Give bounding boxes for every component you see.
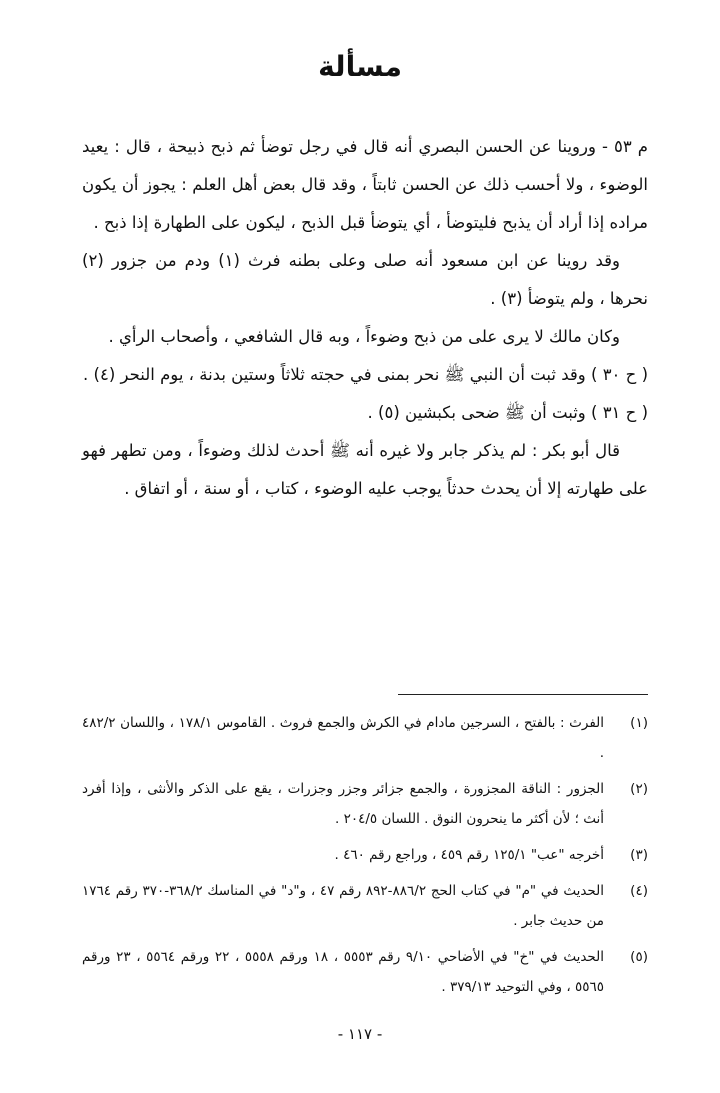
main-text <box>82 128 648 508</box>
footnote-item <box>82 942 648 1002</box>
footnote-text: الحديث في "م" في كتاب الحج ٨٨٦/٢-٨٩٢ رقم ٤٧ ، و"د" في المناسك ٣٦٨/٢-٣٧٠ رقم ١٧٦٤ من حديث جابر . <box>82 883 604 929</box>
paragraph-abu-bakr: قال أبو بكر : لم يذكر جابر ولا غيره أنه ﷺ أحدث لذلك وضوءاً ، ومن تطهر فهو على طهارته إلا أن يحدث حدثاً يوجب عليه الوضوء ، كتاب ، أو سنة ، أو اتفاق . <box>82 441 648 498</box>
footnote-number: (٥) <box>630 949 648 965</box>
footnotes <box>82 708 648 1008</box>
footnote-text: الحديث في "خ" في الأضاحي ٩/١٠ رقم ٥٥٥٣ ، ١٨ ورقم ٥٥٥٨ ، ٢٢ ورقم ٥٥٦٤ ، ٢٣ ورقم ٥٥٦٥ ، وفي التوحيد ٣٧٩/١٣ . <box>82 949 604 995</box>
footnote-separator <box>398 694 648 695</box>
footnote-item <box>82 708 648 768</box>
footnote-number: (٣) <box>630 847 648 863</box>
footnote-text: الفرث : بالفتح ، السرجين مادام في الكرش والجمع فروث . القاموس ١٧٨/١ ، واللسان ٤٨٢/٢ . <box>82 715 605 761</box>
paragraph-ibn-masud: وقد روينا عن ابن مسعود أنه صلى وعلى بطنه فرث (١) ودم من جزور (٢) نحرها ، ولم يتوضأ (٣) . <box>82 251 648 308</box>
paragraph-malik: وكان مالك لا يرى على من ذبح وضوءاً ، وبه قال الشافعي ، وأصحاب الرأي . <box>108 327 620 346</box>
paragraph-hadith-31: ( ح ٣١ ) وثبت أن ﷺ ضحى بكبشين (٥) . <box>367 403 648 422</box>
footnote-item <box>82 876 648 936</box>
footnote-number: (١) <box>630 715 648 731</box>
page-number: - ١١٧ - <box>337 1025 383 1043</box>
footnote-text: أخرجه "عب" ١٢٥/١ رقم ٤٥٩ ، وراجع رقم ٤٦٠ . <box>334 847 604 863</box>
footnote-text: الجزور : الناقة المجزورة ، والجمع جزائر وجزر وجزرات ، يقع على الذكر والأنثى ، وإذا أفرد أنث ؛ لأن أكثر ما ينحرون النوق . اللسان ٢٠٤/٥ . <box>82 781 604 827</box>
footnote-item <box>82 840 648 870</box>
footnote-number: (٢) <box>630 781 648 797</box>
footnote-number: (٤) <box>630 883 648 899</box>
paragraph-issue-53: م ٥٣ - وروينا عن الحسن البصري أنه قال في رجل توضأ ثم ذبح ذبيحة ، قال : يعيد الوضوء ، ولا أحسب ذلك عن الحسن ثابتاً ، وقد قال بعض أهل العلم : يجوز أن يكون مراده إذا أراد أن يذبح فليتوضأ ، أي يتوضأ قبل الذبح ، ليكون على الطهارة إذا ذبح . <box>82 137 648 232</box>
paragraph-hadith-30: ( ح ٣٠ ) وقد ثبت أن النبي ﷺ نحر بمنى في حجته ثلاثاً وستين بدنة ، يوم النحر (٤) . <box>83 365 648 384</box>
page-title: مسألة <box>318 50 402 83</box>
footnote-item <box>82 774 648 834</box>
